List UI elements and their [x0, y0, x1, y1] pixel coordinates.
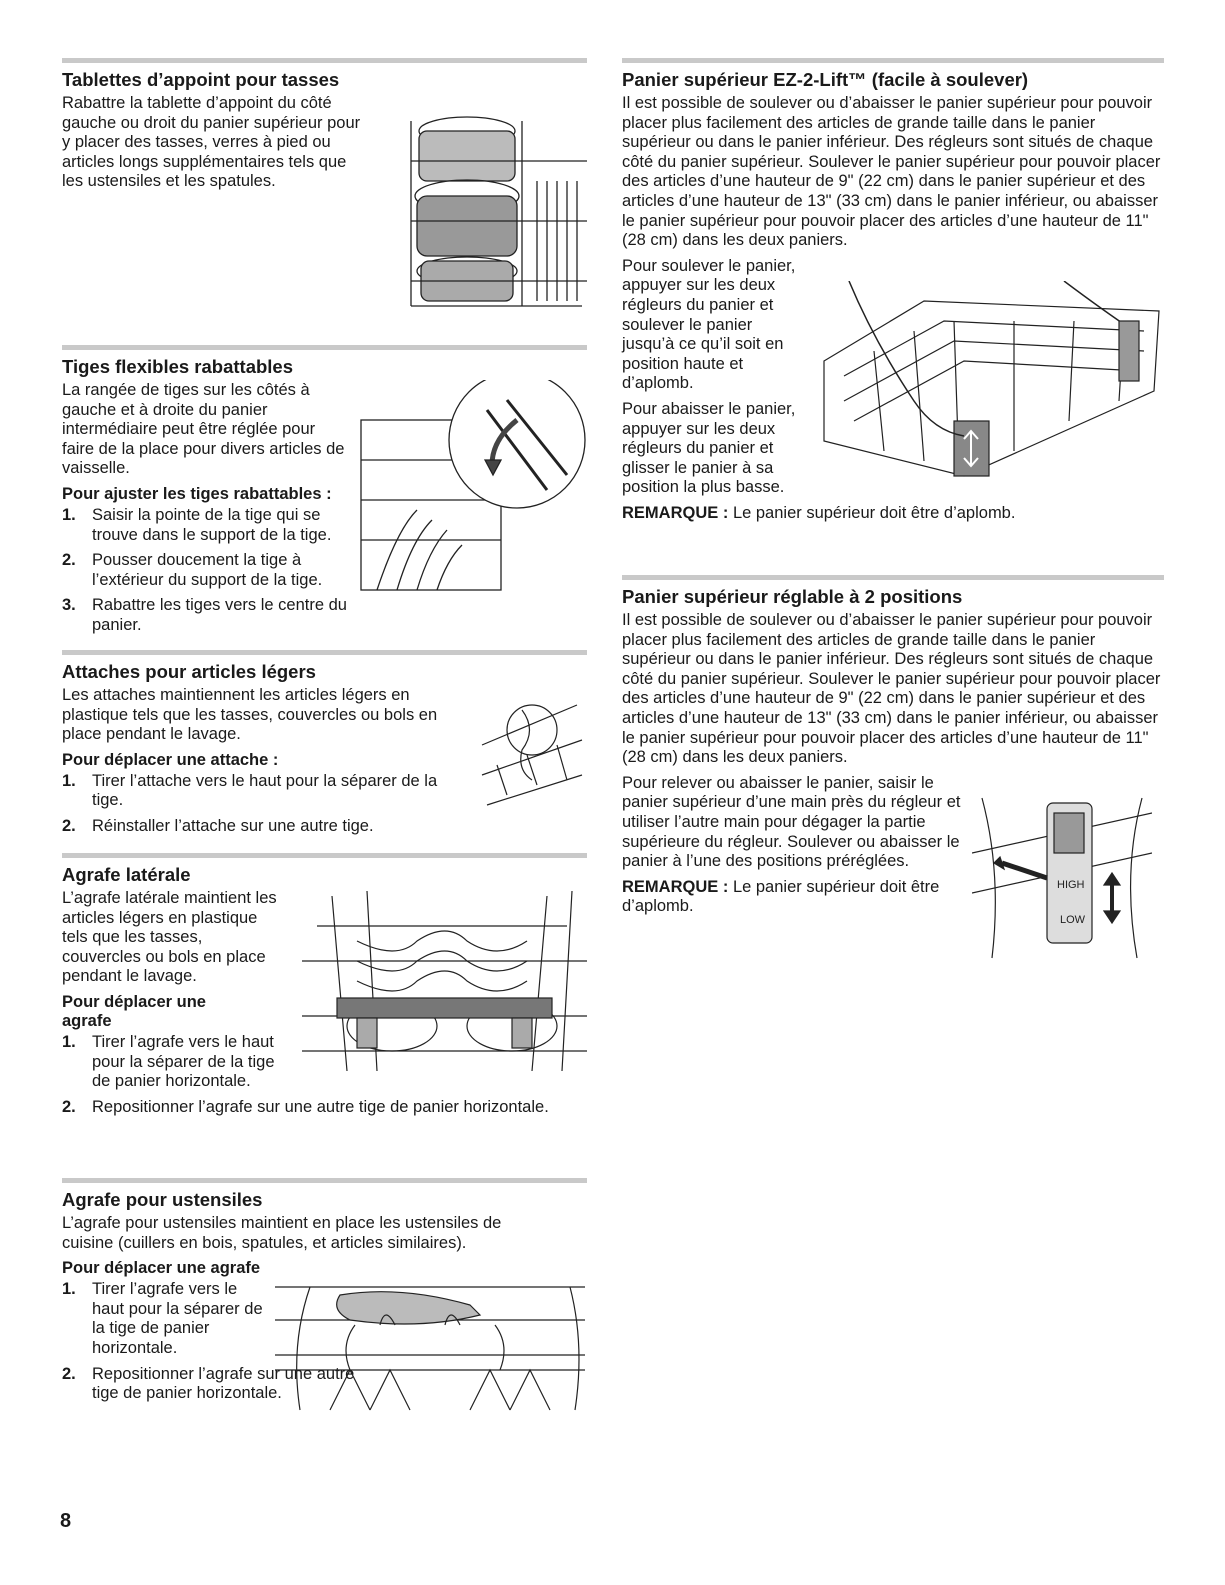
- section-title: Tiges flexibles rabattables: [62, 356, 294, 377]
- list-item: 2. Repositionner l’agrafe sur une autre tige de panier horizontale.: [62, 1364, 355, 1403]
- list-item: 1. Tirer l’agrafe vers le haut pour la séparer de la tige de panier horizontale.: [62, 1032, 275, 1091]
- section-body: Il est possible de soulever ou d’abaisser le panier supérieur pour pouvoir placer plus facilement des articles de grande taille dans le panier supérieur ou dans le panier inférieur. Des régleurs sont situés de chaque côté du panier supérieur. Soulever le panier supérieur pour pouvoir placer des articles d’une hauteur de 9" (22 cm) dans le panier supérieur et des articles d’une hauteur de 13" (33 cm) dans le panier inférieur, ou abaisser le panier supérieur pour pouvoir placer des articles d’une hauteur de 11" (28 cm) dans les deux paniers.: [622, 611, 1161, 767]
- section-body: Il est possible de soulever ou d’abaisser le panier supérieur pour pouvoir placer plus facilement des articles de grande taille dans le panier supérieur ou dans le panier inférieur. Des régleurs sont situés de chaque côté du panier supérieur. Soulever le panier supérieur pour pouvoir placer des articles d’une hauteur de 9" (22 cm) dans le panier supérieur et des articles d’une hauteur de 13" (33 cm) dans le panier inférieur, ou abaisser le panier supérieur pour pouvoir placer des articles d’une hauteur de 11" (28 cm) dans les deux paniers.: [622, 94, 1161, 250]
- procedure-text: Pour relever ou abaisser le panier, saisir le panier supérieur d’une main près du régleur et utiliser l’autre main pour dégager la partie supérieure du régleur. Soulever ou abaisser le panier à l’une des positions préréglées.: [622, 773, 961, 871]
- section-body: Rabattre la tablette d’appoint du côté gauche ou droit du panier supérieur pour y placer des tasses, verres à pied ou articles longs supplémentaires tels que les ustensiles et les spatules.: [62, 94, 361, 191]
- low-label: LOW: [1060, 914, 1086, 926]
- page-number: 8: [60, 1510, 72, 1532]
- note-text: Le panier supérieur doit être d’aplomb.: [732, 503, 1016, 522]
- section-ez-lift: [622, 58, 1164, 571]
- section-subtitle: Pour ajuster les tiges rabattables :: [62, 484, 332, 503]
- section-utensil-clip: [62, 1178, 587, 1439]
- ez-lift-illustration: [814, 281, 1164, 491]
- section-body: Les attaches maintiennent les articles légers en plastique tels que les tasses, couvercles ou bols en place pendant le lavage.: [62, 686, 438, 744]
- note: [622, 504, 1164, 524]
- list-item: 2. Pousser doucement la tige à l’extérieur du support de la tige.: [62, 551, 323, 589]
- utensil-clip-illustration: [270, 1275, 590, 1415]
- cup-shelf-illustration: [407, 101, 592, 316]
- section-body: L’agrafe latérale maintient les articles légers en plastique tels que les tasses, couvercles ou bols en place pendant le lavage.: [62, 889, 277, 986]
- section-subtitle: Pour déplacer une attache :: [62, 750, 279, 769]
- section-title: Agrafe pour ustensiles: [62, 1189, 263, 1210]
- list-item: 1. Tirer l’attache vers le haut pour la séparer de la tige.: [62, 771, 438, 810]
- list-item: 2. Réinstaller l’attache sur une autre tige.: [62, 816, 374, 835]
- left-column: [62, 58, 587, 1439]
- section-cup-shelves: [62, 58, 587, 339]
- side-clip-illustration: [297, 886, 592, 1081]
- section-light-clips: [62, 650, 587, 845]
- section-flexible-tines: [62, 345, 587, 646]
- section-title: Attaches pour articles légers: [62, 661, 316, 682]
- section-body: La rangée de tiges sur les côtés à gauche et à droite du panier intermédiaire peut être réglée pour faire de la place pour divers articles de vaisselle.: [62, 381, 345, 478]
- section-title: Agrafe latérale: [62, 864, 191, 885]
- section-title: Tablettes d’appoint pour tasses: [62, 69, 340, 90]
- light-clip-illustration: [477, 685, 587, 815]
- tines-steps: [62, 506, 352, 636]
- section-title: Panier supérieur EZ-2-Lift™ (facile à soulever): [622, 69, 1029, 90]
- list-item: 1. Saisir la pointe de la tige qui se trouve dans le support de la tige.: [62, 505, 332, 544]
- high-label: HIGH: [1057, 879, 1085, 891]
- list-item: 2. Repositionner l’agrafe sur une autre tige de panier horizontale.: [62, 1097, 549, 1116]
- note-label: REMARQUE :: [622, 503, 729, 522]
- note-text: Le panier supérieur doit être d’aplomb.: [622, 877, 940, 916]
- section-subtitle: Pour déplacer une agrafe: [62, 992, 206, 1030]
- light-clips-steps: [62, 772, 467, 837]
- two-position-illustration: [972, 793, 1152, 963]
- section-body: L’agrafe pour ustensiles maintient en place les ustensiles de cuisine (cuillers en bois, spatules, et articles similaires).: [62, 1214, 502, 1252]
- raise-instructions: Pour soulever le panier, appuyer sur les deux régleurs du panier et soulever le panier jusqu’à ce qu’il soit en position haute et d’aplomb.: [622, 256, 796, 393]
- note: [622, 878, 942, 917]
- list-item: 3. Rabattre les tiges vers le centre du panier.: [62, 596, 347, 634]
- list-item: 1. Tirer l’agrafe vers le haut pour la séparer de la tige de panier horizontale.: [62, 1280, 263, 1357]
- right-column: [622, 58, 1164, 926]
- section-two-position: [622, 575, 1164, 926]
- section-subtitle: Pour déplacer une agrafe: [62, 1259, 261, 1278]
- tines-illustration: [357, 380, 592, 595]
- section-title: Panier supérieur réglable à 2 positions: [622, 586, 963, 607]
- note-label: REMARQUE :: [622, 877, 729, 896]
- lower-instructions: Pour abaisser le panier, appuyer sur les deux régleurs du panier et glisser le panier à sa position la plus basse.: [622, 399, 796, 497]
- section-side-clip: [62, 853, 587, 1176]
